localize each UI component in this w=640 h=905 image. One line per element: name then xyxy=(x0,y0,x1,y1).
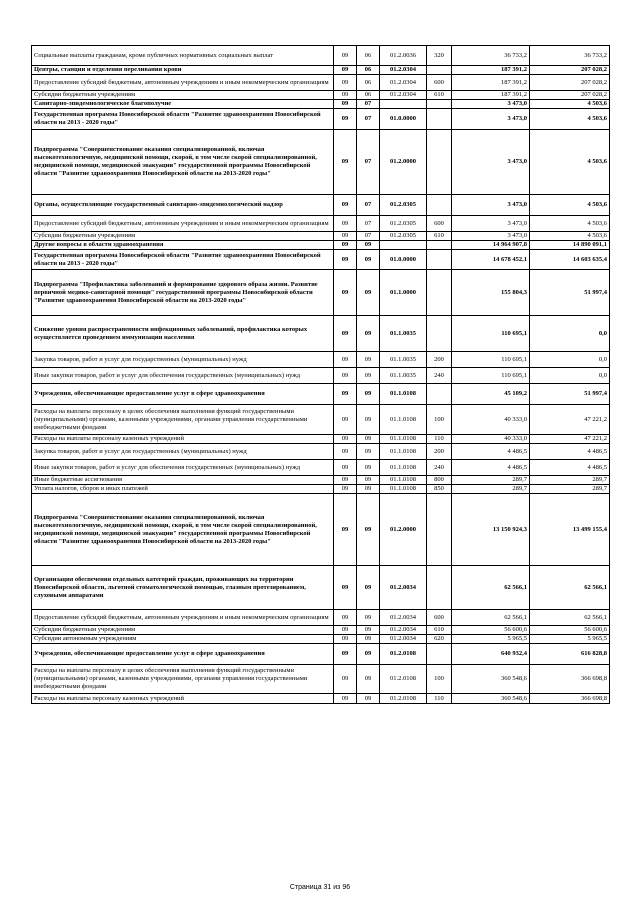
cell-rz: 09 xyxy=(334,494,357,566)
cell-v2: 13 499 155,4 xyxy=(530,494,610,566)
cell-v2: 366 698,8 xyxy=(530,694,610,704)
cell-v1: 40 333,0 xyxy=(452,405,530,435)
table-row xyxy=(32,476,610,485)
table-row xyxy=(32,241,610,250)
cell-vr: 600 xyxy=(427,610,452,626)
cell-name: Подпрограмма "Совершенствование оказания специализированной, включая высокотехнологичную, медицинской помощи, скорой, в том числе скорой специализированной, медицинской помощи, медицинской эвакуации" государственной программы Новосибирской области "Развитие здравоохранения Новосибирской области на 2013-2020 годы" xyxy=(32,494,334,566)
cell-name: Расходы на выплаты персоналу в целях обеспечения выполнения функций государственными (муниципальными) органами, казенными учреждениями, органами управления государственными внебюджетными фондами xyxy=(32,665,334,694)
cell-v1: 640 932,4 xyxy=(452,644,530,665)
cell-csr: 01.2.0304 xyxy=(380,75,427,91)
cell-vr: 320 xyxy=(427,46,452,66)
cell-vr: 100 xyxy=(427,405,452,435)
cell-vr: 610 xyxy=(427,232,452,241)
cell-vr xyxy=(427,566,452,610)
cell-v1: 62 566,1 xyxy=(452,610,530,626)
table-row xyxy=(32,460,610,476)
cell-v1: 40 333,0 xyxy=(452,435,530,444)
table-row xyxy=(32,109,610,130)
table-row xyxy=(32,635,610,644)
cell-vr xyxy=(427,316,452,352)
table-row xyxy=(32,435,610,444)
cell-name: Иные закупки товаров, работ и услуг для обеспечения государственных (муниципальных) нужд xyxy=(32,368,334,384)
cell-name: Иные бюджетные ассигнования xyxy=(32,476,334,485)
cell-pr: 09 xyxy=(357,635,380,644)
cell-csr: 01.1.0108 xyxy=(380,444,427,460)
cell-rz: 09 xyxy=(334,232,357,241)
cell-v2: 207 028,2 xyxy=(530,66,610,75)
page-number: Страница 31 из 96 xyxy=(289,884,351,891)
cell-vr xyxy=(427,66,452,75)
budget-table xyxy=(31,45,610,704)
cell-v2: 4 503,6 xyxy=(530,130,610,195)
cell-v1: 110 695,1 xyxy=(452,316,530,352)
cell-csr: 01.1.0108 xyxy=(380,460,427,476)
cell-v1: 110 695,1 xyxy=(452,368,530,384)
cell-name: Уплата налогов, сборов и иных платежей xyxy=(32,485,334,494)
cell-v1: 4 486,5 xyxy=(452,444,530,460)
cell-v2: 47 221,2 xyxy=(530,405,610,435)
cell-name: Организация обеспечения отдельных категорий граждан, проживающих на территории Новосибирской области, льготной стоматологической помощью, глазным протезированием, слуховыми аппаратами xyxy=(32,566,334,610)
cell-pr: 07 xyxy=(357,130,380,195)
cell-vr: 240 xyxy=(427,460,452,476)
cell-pr: 09 xyxy=(357,368,380,384)
cell-vr: 600 xyxy=(427,75,452,91)
cell-name: Подпрограмма "Совершенствование оказания специализированной, включая высокотехнологичную, медицинской помощи, скорой, в том числе скорой специализированной, медицинской помощи, медицинской эвакуации" государственной программы Новосибирской области "Развитие здравоохранения Новосибирской области на 2013-2020 годы" xyxy=(32,130,334,195)
cell-v2: 51 997,4 xyxy=(530,384,610,405)
cell-name: Центры, станции и отделения переливания крови xyxy=(32,66,334,75)
cell-csr: 01.2.0000 xyxy=(380,494,427,566)
cell-name: Субсидии бюджетным учреждениям xyxy=(32,232,334,241)
cell-csr: 01.1.0108 xyxy=(380,485,427,494)
cell-pr: 09 xyxy=(357,610,380,626)
cell-pr: 09 xyxy=(357,405,380,435)
cell-v2: 14 890 091,1 xyxy=(530,241,610,250)
table-row xyxy=(32,46,610,66)
cell-pr: 09 xyxy=(357,352,380,368)
cell-pr: 09 xyxy=(357,444,380,460)
cell-rz: 09 xyxy=(334,405,357,435)
cell-csr: 01.2.0108 xyxy=(380,694,427,704)
cell-csr: 01.2.0034 xyxy=(380,566,427,610)
cell-csr: 01.2.0000 xyxy=(380,130,427,195)
cell-v1: 3 473,0 xyxy=(452,216,530,232)
cell-rz: 09 xyxy=(334,270,357,316)
cell-v1: 62 566,1 xyxy=(452,566,530,610)
cell-vr: 850 xyxy=(427,485,452,494)
cell-name: Иные закупки товаров, работ и услуг для обеспечения государственных (муниципальных) нужд xyxy=(32,460,334,476)
cell-rz: 09 xyxy=(334,250,357,270)
cell-rz: 09 xyxy=(334,610,357,626)
cell-rz: 09 xyxy=(334,626,357,635)
cell-csr: 01.1.0035 xyxy=(380,316,427,352)
cell-pr: 09 xyxy=(357,485,380,494)
cell-pr: 09 xyxy=(357,384,380,405)
cell-rz: 09 xyxy=(334,195,357,216)
cell-name: Предоставление субсидий бюджетным, автономным учреждениям и иным некоммерческим организациям xyxy=(32,216,334,232)
table-row xyxy=(32,91,610,100)
cell-v1: 187 391,2 xyxy=(452,75,530,91)
table-row xyxy=(32,232,610,241)
cell-vr: 100 xyxy=(427,665,452,694)
cell-csr: 01.2.0108 xyxy=(380,644,427,665)
table-row xyxy=(32,368,610,384)
cell-v2: 4 503,6 xyxy=(530,100,610,109)
cell-rz: 09 xyxy=(334,665,357,694)
cell-v1: 3 473,0 xyxy=(452,100,530,109)
cell-v1: 13 150 924,3 xyxy=(452,494,530,566)
cell-v2: 4 503,6 xyxy=(530,109,610,130)
cell-rz: 09 xyxy=(334,644,357,665)
cell-pr: 07 xyxy=(357,100,380,109)
cell-csr: 01.0.0000 xyxy=(380,109,427,130)
cell-v1: 14 964 907,8 xyxy=(452,241,530,250)
table-row xyxy=(32,195,610,216)
cell-vr xyxy=(427,100,452,109)
cell-v1: 155 804,3 xyxy=(452,270,530,316)
cell-rz: 09 xyxy=(334,485,357,494)
cell-rz: 09 xyxy=(334,216,357,232)
cell-name: Санитарно-эпидемиологическое благополучие xyxy=(32,100,334,109)
cell-rz: 09 xyxy=(334,109,357,130)
cell-v1: 3 473,0 xyxy=(452,195,530,216)
cell-v2: 289,7 xyxy=(530,476,610,485)
cell-v1: 289,7 xyxy=(452,476,530,485)
cell-vr: 200 xyxy=(427,444,452,460)
cell-v1: 360 548,6 xyxy=(452,665,530,694)
cell-pr: 09 xyxy=(357,241,380,250)
cell-csr: 01.2.0304 xyxy=(380,91,427,100)
cell-v2: 4 503,6 xyxy=(530,216,610,232)
cell-v1: 187 391,2 xyxy=(452,66,530,75)
cell-v1: 56 600,6 xyxy=(452,626,530,635)
cell-pr: 09 xyxy=(357,476,380,485)
cell-vr: 240 xyxy=(427,368,452,384)
cell-v1: 5 965,5 xyxy=(452,635,530,644)
cell-v2: 0,0 xyxy=(530,352,610,368)
cell-v2: 4 486,5 xyxy=(530,444,610,460)
cell-name: Расходы на выплаты персоналу в целях обеспечения выполнения функций государственными (муниципальными) органами, казенными учреждениями, органами управления государственными внебюджетными фондами xyxy=(32,405,334,435)
cell-rz: 09 xyxy=(334,476,357,485)
cell-csr xyxy=(380,100,427,109)
table-row xyxy=(32,384,610,405)
cell-rz: 09 xyxy=(334,368,357,384)
table-row xyxy=(32,216,610,232)
cell-pr: 09 xyxy=(357,250,380,270)
cell-rz: 09 xyxy=(334,46,357,66)
cell-vr xyxy=(427,494,452,566)
cell-csr: 01.1.0108 xyxy=(380,476,427,485)
cell-v2: 14 603 635,4 xyxy=(530,250,610,270)
cell-pr: 07 xyxy=(357,109,380,130)
cell-vr xyxy=(427,130,452,195)
cell-name: Государственная программа Новосибирской области "Развитие здравоохранения Новосибирской области на 2013 - 2020 годы" xyxy=(32,250,334,270)
cell-csr: 01.2.0034 xyxy=(380,626,427,635)
cell-name: Расходы на выплаты персоналу казенных учреждений xyxy=(32,694,334,704)
cell-vr: 800 xyxy=(427,476,452,485)
cell-rz: 09 xyxy=(334,352,357,368)
cell-pr: 09 xyxy=(357,665,380,694)
table-row xyxy=(32,485,610,494)
cell-v1: 3 473,0 xyxy=(452,109,530,130)
cell-csr: 01.2.0108 xyxy=(380,665,427,694)
cell-v2: 56 600,6 xyxy=(530,626,610,635)
cell-rz: 09 xyxy=(334,635,357,644)
cell-pr: 09 xyxy=(357,435,380,444)
cell-rz: 09 xyxy=(334,241,357,250)
cell-csr: 01.1.0108 xyxy=(380,435,427,444)
table-row xyxy=(32,694,610,704)
cell-pr: 09 xyxy=(357,460,380,476)
cell-pr: 09 xyxy=(357,494,380,566)
cell-csr: 01.2.0305 xyxy=(380,232,427,241)
cell-vr: 200 xyxy=(427,352,452,368)
cell-vr xyxy=(427,270,452,316)
cell-v2: 0,0 xyxy=(530,368,610,384)
cell-vr xyxy=(427,241,452,250)
cell-pr: 07 xyxy=(357,216,380,232)
table-row xyxy=(32,626,610,635)
cell-rz: 09 xyxy=(334,694,357,704)
cell-v2: 51 997,4 xyxy=(530,270,610,316)
cell-v1: 36 733,2 xyxy=(452,46,530,66)
cell-pr: 09 xyxy=(357,694,380,704)
cell-pr: 07 xyxy=(357,195,380,216)
table-row xyxy=(32,100,610,109)
cell-pr: 07 xyxy=(357,232,380,241)
cell-name: Государственная программа Новосибирской области "Развитие здравоохранения Новосибирской области на 2013 - 2020 годы" xyxy=(32,109,334,130)
cell-v1: 289,7 xyxy=(452,485,530,494)
cell-vr xyxy=(427,109,452,130)
cell-v1: 4 486,5 xyxy=(452,460,530,476)
cell-pr: 06 xyxy=(357,46,380,66)
table-row xyxy=(32,250,610,270)
cell-name: Предоставление субсидий бюджетным, автономным учреждениям и иным некоммерческим организациям xyxy=(32,610,334,626)
cell-v2: 4 503,6 xyxy=(530,232,610,241)
cell-rz: 09 xyxy=(334,460,357,476)
cell-v1: 3 473,0 xyxy=(452,130,530,195)
cell-rz: 09 xyxy=(334,66,357,75)
cell-name: Снижение уровня распространенности инфекционных заболеваний, профилактика которых осуществляется проведением иммунизации населения xyxy=(32,316,334,352)
cell-v2: 207 028,2 xyxy=(530,75,610,91)
table-row xyxy=(32,444,610,460)
cell-v1: 110 695,1 xyxy=(452,352,530,368)
cell-name: Субсидии автономным учреждениям xyxy=(32,635,334,644)
cell-v2: 0,0 xyxy=(530,316,610,352)
cell-csr: 01.1.0108 xyxy=(380,384,427,405)
cell-v1: 3 473,0 xyxy=(452,232,530,241)
cell-csr: 01.2.0036 xyxy=(380,46,427,66)
cell-v2: 62 566,1 xyxy=(530,610,610,626)
cell-v2: 62 566,1 xyxy=(530,566,610,610)
cell-v2: 4 486,5 xyxy=(530,460,610,476)
cell-v1: 14 678 452,1 xyxy=(452,250,530,270)
cell-v2: 207 028,2 xyxy=(530,91,610,100)
cell-vr xyxy=(427,195,452,216)
cell-vr xyxy=(427,250,452,270)
cell-pr: 09 xyxy=(357,644,380,665)
table-row xyxy=(32,130,610,195)
cell-csr: 01.0.0000 xyxy=(380,250,427,270)
cell-csr: 01.1.0035 xyxy=(380,368,427,384)
cell-name: Субсидии бюджетным учреждениям xyxy=(32,626,334,635)
table-row xyxy=(32,494,610,566)
cell-vr xyxy=(427,644,452,665)
cell-csr: 01.2.0305 xyxy=(380,195,427,216)
table-row xyxy=(32,405,610,435)
cell-name: Расходы на выплаты персоналу казенных учреждений xyxy=(32,435,334,444)
cell-pr: 09 xyxy=(357,270,380,316)
cell-vr: 610 xyxy=(427,91,452,100)
cell-rz: 09 xyxy=(334,316,357,352)
cell-rz: 09 xyxy=(334,130,357,195)
cell-name: Закупка товаров, работ и услуг для государственных (муниципальных) нужд xyxy=(32,444,334,460)
cell-v2: 4 503,6 xyxy=(530,195,610,216)
cell-name: Органы, осуществляющие государственный санитарно-эпидемиологический надзор xyxy=(32,195,334,216)
cell-vr: 610 xyxy=(427,626,452,635)
cell-v2: 47 221,2 xyxy=(530,435,610,444)
cell-v2: 36 733,2 xyxy=(530,46,610,66)
cell-name: Учреждения, обеспечивающие предоставление услуг в сфере здравоохранения xyxy=(32,644,334,665)
table-row xyxy=(32,644,610,665)
cell-v2: 289,7 xyxy=(530,485,610,494)
cell-pr: 06 xyxy=(357,66,380,75)
table-row xyxy=(32,270,610,316)
cell-name: Предоставление субсидий бюджетным, автономным учреждениям и иным некоммерческим организациям xyxy=(32,75,334,91)
cell-pr: 09 xyxy=(357,316,380,352)
cell-vr: 110 xyxy=(427,435,452,444)
cell-rz: 09 xyxy=(334,75,357,91)
cell-vr xyxy=(427,384,452,405)
cell-pr: 06 xyxy=(357,75,380,91)
table-row xyxy=(32,610,610,626)
table-row xyxy=(32,566,610,610)
cell-csr: 01.1.0000 xyxy=(380,270,427,316)
cell-csr: 01.2.0034 xyxy=(380,635,427,644)
cell-rz: 09 xyxy=(334,91,357,100)
cell-vr: 620 xyxy=(427,635,452,644)
cell-name: Другие вопросы в области здравоохранения xyxy=(32,241,334,250)
cell-vr: 110 xyxy=(427,694,452,704)
cell-name: Субсидии бюджетным учреждениям xyxy=(32,91,334,100)
cell-rz: 09 xyxy=(334,100,357,109)
cell-name: Учреждения, обеспечивающие предоставление услуг в сфере здравоохранения xyxy=(32,384,334,405)
cell-v2: 5 965,5 xyxy=(530,635,610,644)
table-row xyxy=(32,75,610,91)
cell-rz: 09 xyxy=(334,384,357,405)
cell-name: Закупка товаров, работ и услуг для государственных (муниципальных) нужд xyxy=(32,352,334,368)
cell-name: Социальные выплаты гражданам, кроме публичных нормативных социальных выплат xyxy=(32,46,334,66)
cell-rz: 09 xyxy=(334,566,357,610)
cell-vr: 600 xyxy=(427,216,452,232)
cell-pr: 06 xyxy=(357,91,380,100)
cell-rz: 09 xyxy=(334,444,357,460)
cell-csr xyxy=(380,241,427,250)
cell-v2: 366 698,8 xyxy=(530,665,610,694)
table-row xyxy=(32,316,610,352)
cell-v1: 187 391,2 xyxy=(452,91,530,100)
cell-v1: 360 548,6 xyxy=(452,694,530,704)
cell-v1: 45 109,2 xyxy=(452,384,530,405)
table-row xyxy=(32,66,610,75)
cell-csr: 01.2.0034 xyxy=(380,610,427,626)
table-row xyxy=(32,352,610,368)
cell-pr: 09 xyxy=(357,566,380,610)
cell-csr: 01.2.0304 xyxy=(380,66,427,75)
cell-pr: 09 xyxy=(357,626,380,635)
cell-csr: 01.1.0108 xyxy=(380,405,427,435)
cell-rz: 09 xyxy=(334,435,357,444)
table-row xyxy=(32,665,610,694)
cell-v2: 616 828,8 xyxy=(530,644,610,665)
cell-csr: 01.2.0305 xyxy=(380,216,427,232)
cell-name: Подпрограмма "Профилактика заболеваний и формирование здорового образа жизни. Развитие первичной медико-санитарной помощи" государственной программы Новосибирской области "Развитие здравоохранения Новосибирской области на 2013-2020 годы" xyxy=(32,270,334,316)
cell-csr: 01.1.0035 xyxy=(380,352,427,368)
